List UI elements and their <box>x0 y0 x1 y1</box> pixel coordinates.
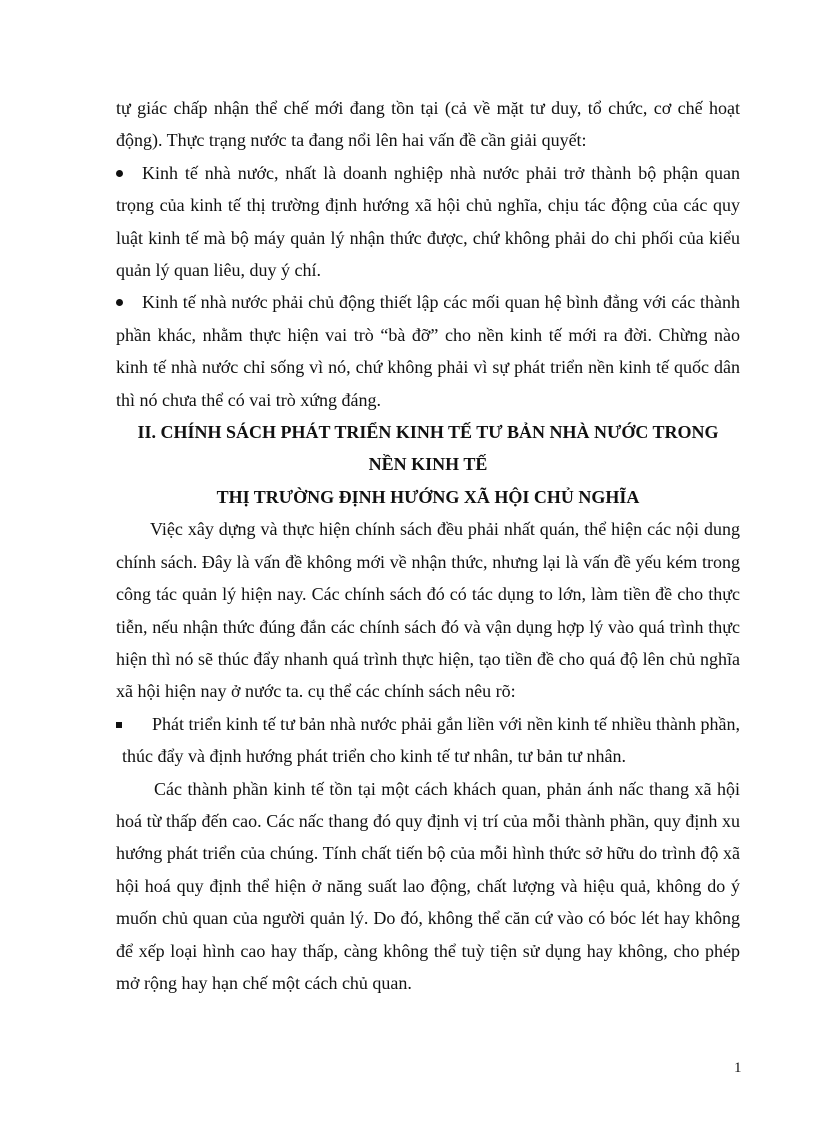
bullet-text: Phát triển kinh tế tư bản nhà nước phải gắn liền với nền kinh tế nhiều thành phần, thúc đẩy và định hướng phát triển cho kinh tế tư nhân, tư bản tư nhân. <box>122 713 740 767</box>
intro-paragraph: tự giác chấp nhận thể chế mới đang tồn tại (cả về mặt tư duy, tổ chức, cơ chế hoạt động). Thực trạng nước ta đang nổi lên hai vấn đề cần giải quyết: <box>116 98 740 151</box>
body-paragraph: Các thành phần kinh tế tồn tại một cách khách quan, phản ánh nấc thang xã hội hoá từ thấp đến cao. Các nấc thang đó quy định vị trí của mỗi thành phần, quy định xu hướng phát triển của chúng. Tính chất tiến bộ của mỗi hình thức sở hữu do trình độ xã hội hoá quy định thể hiện ở năng suất lao động, chất lượng và hiệu quả, không do ý muốn chủ quan của người quản lý. Do đó, không thể căn cứ vào có bóc lét hay không để xếp loại hình cao hay thấp, càng không thể tuỳ tiện sử dụng hay không, cho phép mở rộng hay hạn chế một cách chủ quan. <box>116 778 740 993</box>
bullet-square-icon <box>116 708 126 740</box>
bullet-item <box>116 286 740 416</box>
page-content <box>116 92 740 999</box>
bullet-text: Kinh tế nhà nước phải chủ động thiết lập các mối quan hệ bình đẳng với các thành phần khác, nhằm thực hiện vai trò “bà đỡ” cho nền kinh tế mới ra đời. Chừng nào kinh tế nhà nước chỉ sống vì nó, chứ không phải vì sự phát triển nền kinh tế quốc dân thì nó chưa thể có vai trò xứng đáng. <box>116 292 740 410</box>
section-heading-line-3: THỊ TRƯỜNG ĐỊNH HƯỚNG XÃ HỘI CHỦ NGHĨA <box>216 486 640 507</box>
section-heading-line-2: NỀN KINH TẾ <box>368 454 488 475</box>
bullet-dot-icon <box>116 286 126 318</box>
bullet-dot-icon <box>116 157 126 189</box>
body-paragraph: Việc xây dựng và thực hiện chính sách đều phải nhất quán, thể hiện các nội dung chính sách. Đây là vấn đề không mới về nhận thức, nhưng lại là vấn đề yếu kém trong công tác quản lý hiện nay. Các chính sách đó có tác dụng to lớn, làm tiền đề cho thực tiễn, nếu nhận thức đúng đắn các chính sách đó và vận dụng hợp lý vào quá trình thực hiện thì nó sẽ thúc đẩy nhanh quá trình thực hiện, tạo tiền đề cho quá độ lên chủ nghĩa xã hội hiện nay ở nước ta. cụ thể các chính sách nêu rõ: <box>116 519 740 702</box>
bullet-item <box>116 708 740 773</box>
bullet-item <box>116 157 740 287</box>
section-heading-line-1: II. CHÍNH SÁCH PHÁT TRIỂN KINH TẾ TƯ BẢN NHÀ NƯỚC TRONG <box>137 422 719 443</box>
page-number: 1 <box>734 1060 742 1076</box>
bullet-text: Kinh tế nhà nước, nhất là doanh nghiệp nhà nước phải trở thành bộ phận quan trọng của kinh tế thị trường định hướng xã hội chủ nghĩa, chịu tác động của các quy luật kinh tế mà bộ máy quản lý nhận thức được, chứ không phải do chi phối của kiểu quản lý quan liêu, duy ý chí. <box>116 162 740 281</box>
